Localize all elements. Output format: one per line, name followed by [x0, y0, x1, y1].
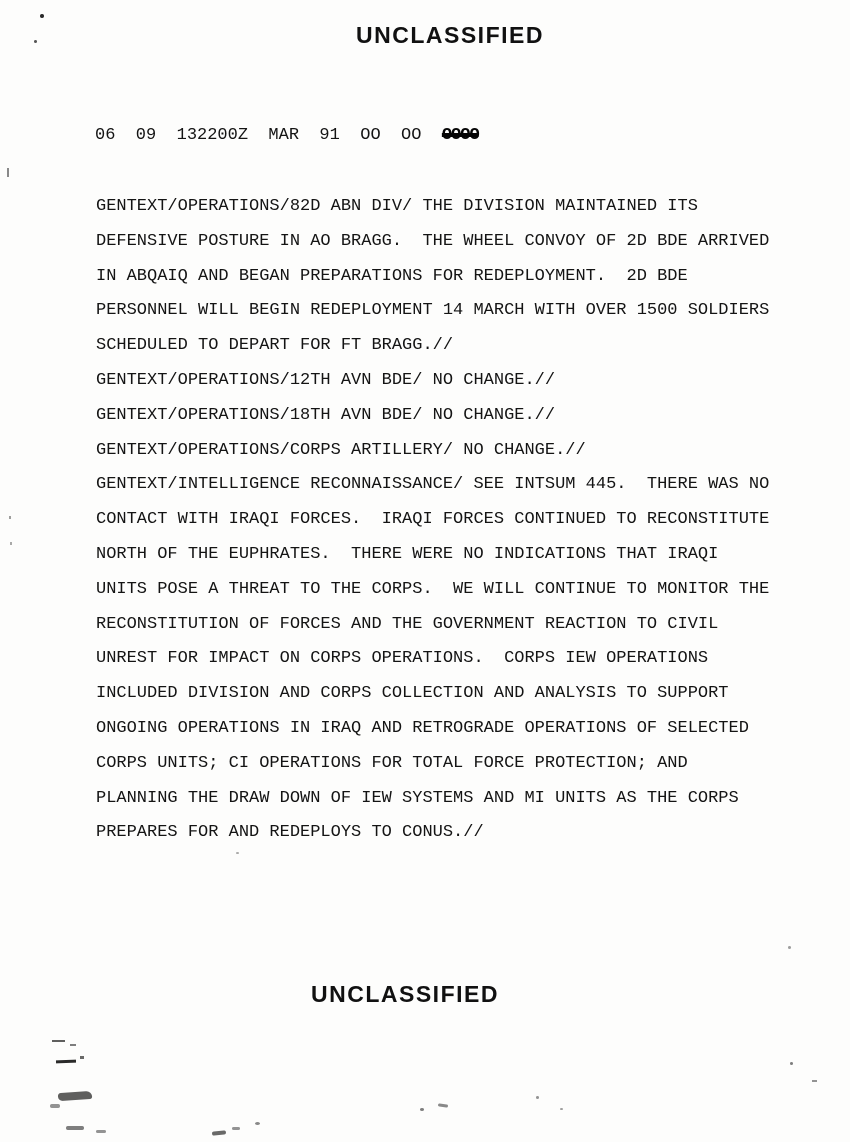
- scan-artifact: [66, 1126, 84, 1130]
- document-line: GENTEXT/OPERATIONS/18TH AVN BDE/ NO CHANGE.//: [96, 405, 556, 425]
- header-line-text: 06 09 132200Z MAR 91 OO OO: [95, 126, 442, 145]
- document-line: ONGOING OPERATIONS IN IRAQ AND RETROGRADE OPERATIONS OF SELECTED: [96, 718, 749, 738]
- document-line: GENTEXT/OPERATIONS/82D ABN DIV/ THE DIVISION MAINTAINED ITS: [96, 197, 698, 216]
- document-line: UNITS POSE A THREAT TO THE CORPS. WE WILL CONTINUE TO MONITOR THE: [96, 579, 770, 599]
- scan-artifact: [80, 1056, 84, 1059]
- document-line: RECONSTITUTION OF FORCES AND THE GOVERNMENT REACTION TO CIVIL: [96, 614, 719, 634]
- document-line: GENTEXT/INTELLIGENCE RECONNAISSANCE/ SEE INTSUM 445. THERE WAS NO: [96, 475, 770, 495]
- document-body: [96, 190, 816, 851]
- scan-artifact: [10, 542, 12, 545]
- document-line: CORPS UNITS; CI OPERATIONS FOR TOTAL FORCE PROTECTION; AND: [96, 753, 688, 773]
- scan-artifact: [52, 1040, 65, 1042]
- scan-artifact: [560, 1108, 563, 1110]
- scan-artifact: [788, 946, 791, 949]
- document-line: PLANNING THE DRAW DOWN OF IEW SYSTEMS AND MI UNITS AS THE CORPS: [96, 788, 739, 808]
- document-line: GENTEXT/OPERATIONS/12TH AVN BDE/ NO CHANGE.//: [96, 370, 556, 390]
- top-classification-banner: UNCLASSIFIED: [356, 22, 544, 48]
- document-line: IN ABQAIQ AND BEGAN PREPARATIONS FOR REDEPLOYMENT. 2D BDE: [96, 266, 688, 286]
- document-line: UNREST FOR IMPACT ON CORPS OPERATIONS. CORPS IEW OPERATIONS: [96, 649, 709, 669]
- scan-artifact: [212, 1130, 226, 1135]
- document-line: DEFENSIVE POSTURE IN AO BRAGG. THE WHEEL CONVOY OF 2D BDE ARRIVED: [96, 231, 770, 251]
- scan-artifact: [236, 852, 239, 854]
- message-header-line: [95, 126, 479, 145]
- scan-artifact: [7, 168, 9, 177]
- scan-artifact: [812, 1080, 817, 1082]
- scan-artifact: [438, 1103, 448, 1107]
- scan-artifact: [56, 1060, 76, 1064]
- scan-artifact: [536, 1096, 539, 1099]
- scan-artifact: [790, 1062, 793, 1065]
- document-line: INCLUDED DIVISION AND CORPS COLLECTION AND ANALYSIS TO SUPPORT: [96, 684, 729, 704]
- scan-artifact: [34, 40, 37, 43]
- document-line: PERSONNEL WILL BEGIN REDEPLOYMENT 14 MARCH WITH OVER 1500 SOLDIERS: [96, 301, 770, 321]
- scan-artifact: [58, 1091, 92, 1101]
- scan-artifact: [70, 1044, 76, 1046]
- scan-artifact: [50, 1104, 60, 1108]
- bottom-classification-banner: UNCLASSIFIED: [311, 981, 499, 1007]
- scan-artifact: [255, 1122, 260, 1125]
- document-line: NORTH OF THE EUPHRATES. THERE WERE NO INDICATIONS THAT IRAQI: [96, 544, 719, 564]
- scan-artifact: [232, 1127, 240, 1130]
- document-line: CONTACT WITH IRAQI FORCES. IRAQI FORCES CONTINUED TO RECONSTITUTE: [96, 510, 770, 530]
- scan-artifact: [40, 14, 44, 18]
- scan-artifact: [96, 1130, 106, 1133]
- scan-artifact: [9, 516, 11, 519]
- document-line: PREPARES FOR AND REDEPLOYS TO CONUS.//: [96, 823, 484, 843]
- struck-out-text: OOOO: [441, 126, 479, 145]
- document-line: SCHEDULED TO DEPART FOR FT BRAGG.//: [96, 336, 454, 356]
- scan-artifact: [420, 1108, 424, 1111]
- document-line: GENTEXT/OPERATIONS/CORPS ARTILLERY/ NO CHANGE.//: [96, 440, 586, 460]
